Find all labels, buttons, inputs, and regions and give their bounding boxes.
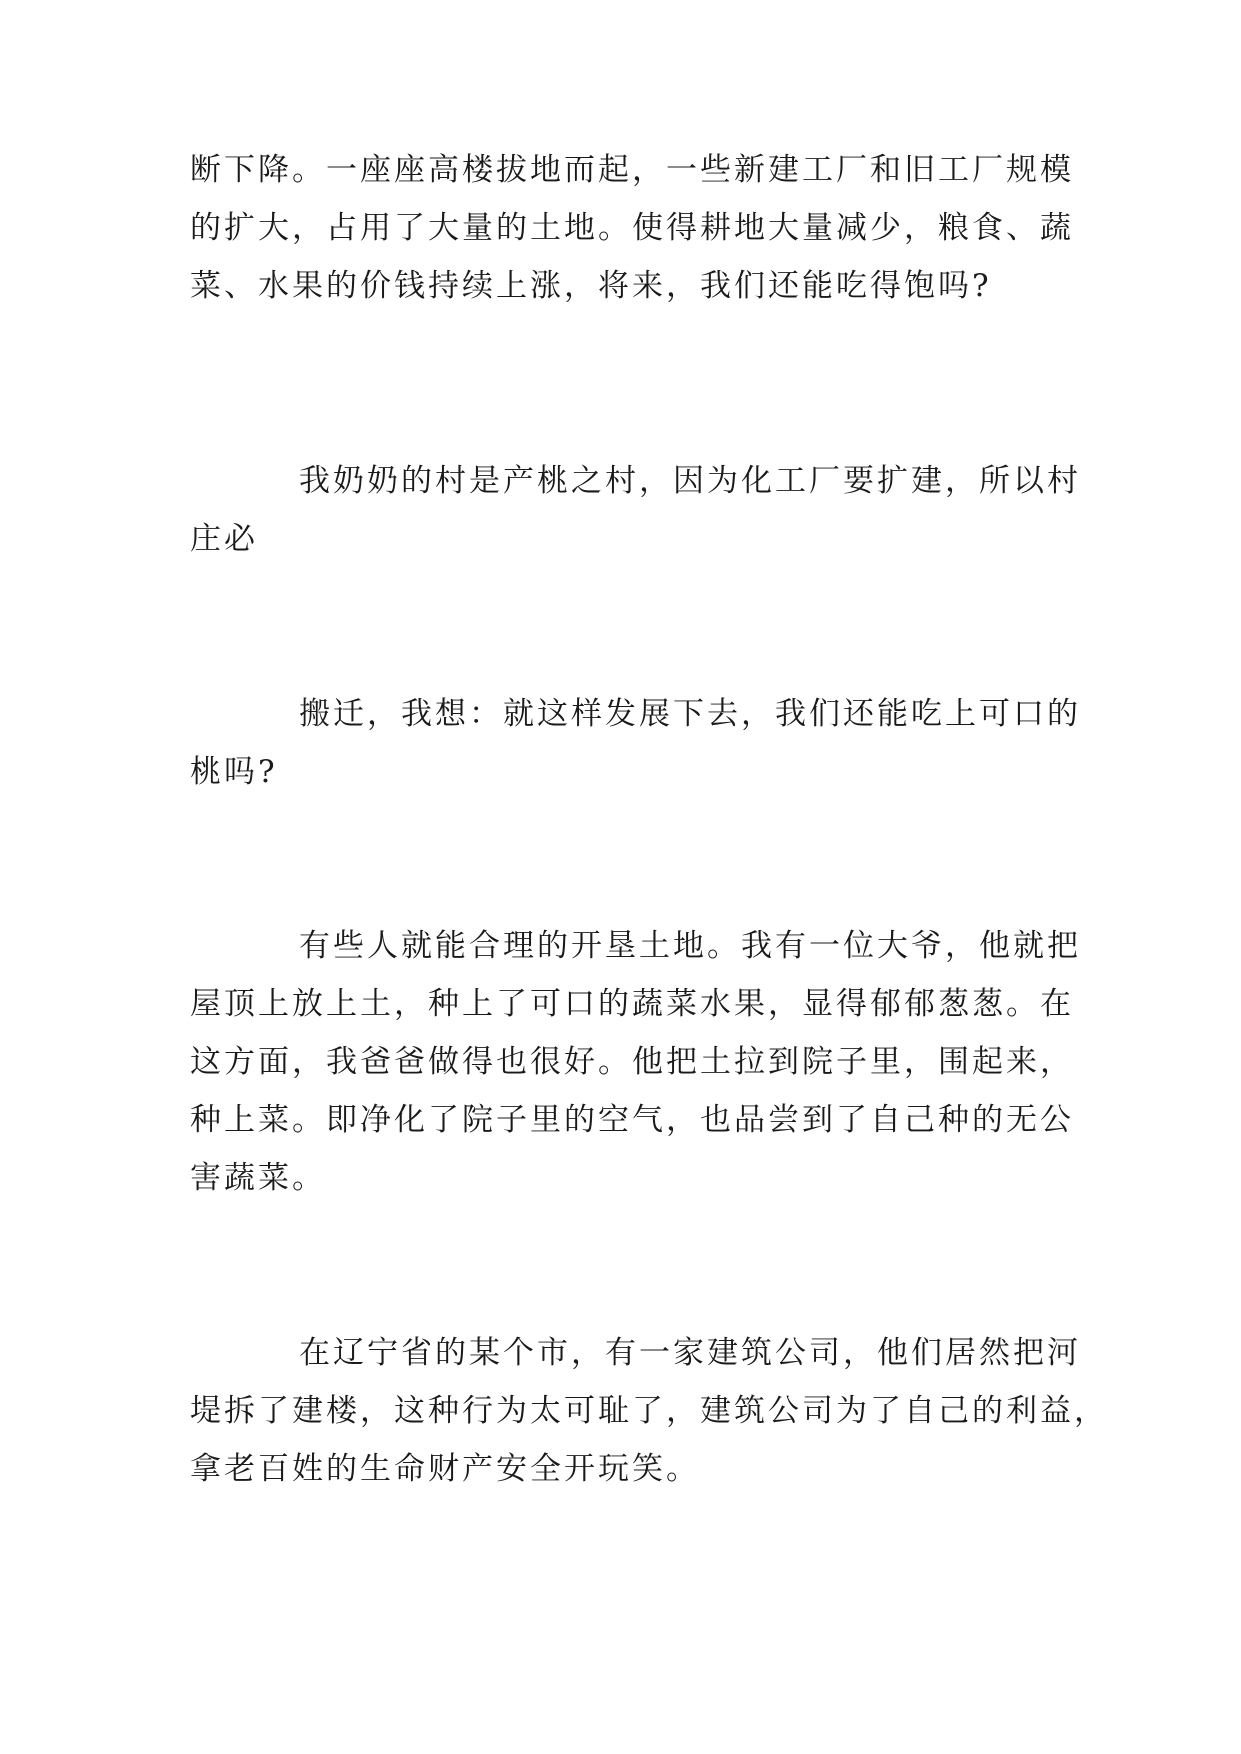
paragraph-line: 屋顶上放上土，种上了可口的蔬菜水果，显得郁郁葱葱。在 [190, 986, 1074, 1022]
paragraph-line: 拿老百姓的生命财产安全开玩笑。 [190, 1451, 700, 1487]
paragraph-line: 菜、水果的价钱持续上涨，将来，我们还能吃得饱吗? [190, 268, 992, 304]
paragraph-line: 堤拆了建楼，这种行为太可耻了，建筑公司为了自己的利益， [190, 1393, 1108, 1429]
paragraph-line: 种上菜。即净化了院子里的空气，也品尝到了自己种的无公 [190, 1102, 1074, 1138]
paragraph-first-line: 我奶奶的村是产桃之村，因为化工厂要扩建，所以村 [299, 463, 1081, 499]
paragraph-line: 断下降。一座座高楼拔地而起，一些新建工厂和旧工厂规模 [190, 152, 1074, 188]
paragraph-line: 庄必 [190, 521, 258, 557]
paragraph-line: 的扩大，占用了大量的土地。使得耕地大量减少，粮食、蔬 [190, 210, 1074, 246]
paragraph-line: 害蔬菜。 [190, 1160, 326, 1196]
paragraph-line: 这方面，我爸爸做得也很好。他把土拉到院子里，围起来， [190, 1044, 1074, 1080]
paragraph-first-line: 在辽宁省的某个市，有一家建筑公司，他们居然把河 [299, 1335, 1081, 1371]
paragraph-line: 桃吗? [190, 754, 278, 790]
paragraph-first-line: 搬迁，我想：就这样发展下去，我们还能吃上可口的 [299, 696, 1081, 732]
paragraph-first-line: 有些人就能合理的开垦土地。我有一位大爷，他就把 [299, 928, 1081, 964]
